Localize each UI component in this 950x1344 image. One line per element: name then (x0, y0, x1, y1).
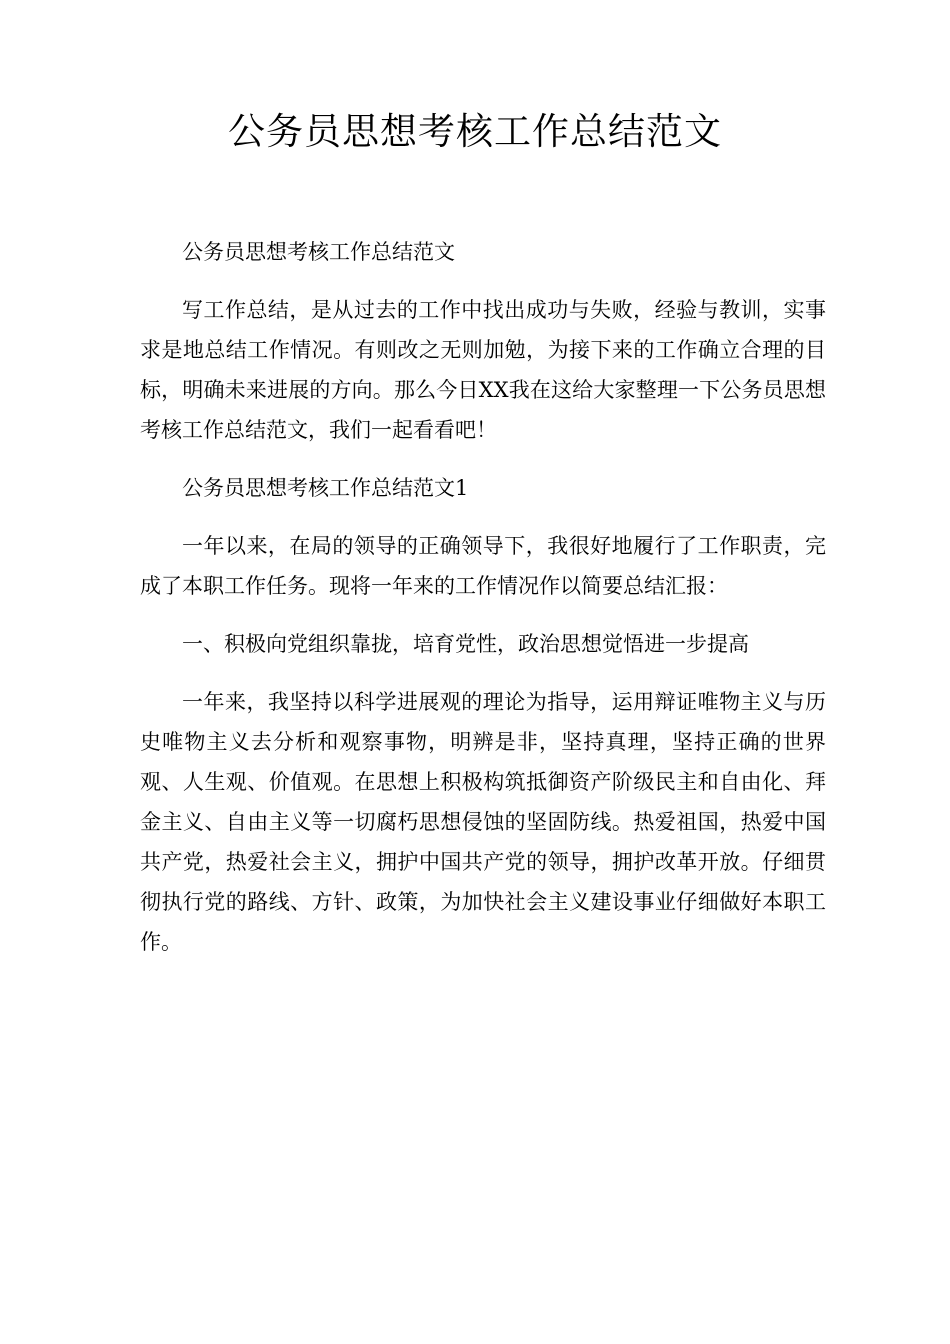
document-title: 公务员思想考核工作总结范文 (228, 110, 722, 153)
point-heading: 一、积极向党组织靠拢，培育党性，政治思想觉悟进一步提高 (182, 632, 749, 656)
section-heading: 公务员思想考核工作总结范文1 (182, 476, 469, 500)
body-paragraph: 一年来，我坚持以科学进展观的理论为指导，运用辩证唯物主义与历史唯物主义去分析和观察事物，明辨是非，坚持真理，坚持正确的世界观、人生观、价值观。在思想上积极构筑抵御资产阶级民主和自由化、拜金主义、自由主义等一切腐朽思想侵蚀的坚固防线。热爱祖国，热爱中国共产党，热爱社会主义，拥护中国共产党的领导，拥护改革开放。仔细贯彻执行党的路线、方针、政策，为加快社会主义建设事业仔细做好本职工作。 (140, 690, 826, 954)
document-body (140, 232, 826, 980)
summary-paragraph: 一年以来，在局的领导的正确领导下，我很好地履行了工作职责，完成了本职工作任务。现将一年来的工作情况作以简要总结汇报： (140, 534, 826, 598)
subtitle-paragraph: 公务员思想考核工作总结范文 (182, 240, 455, 264)
intro-paragraph: 写工作总结，是从过去的工作中找出成功与失败，经验与教训，实事求是地总结工作情况。有则改之无则加勉，为接下来的工作确立合理的目标，明确未来进展的方向。那么今日XX我在这给大家整理一下公务员思想考核工作总结范文，我们一起看看吧！ (140, 298, 826, 442)
